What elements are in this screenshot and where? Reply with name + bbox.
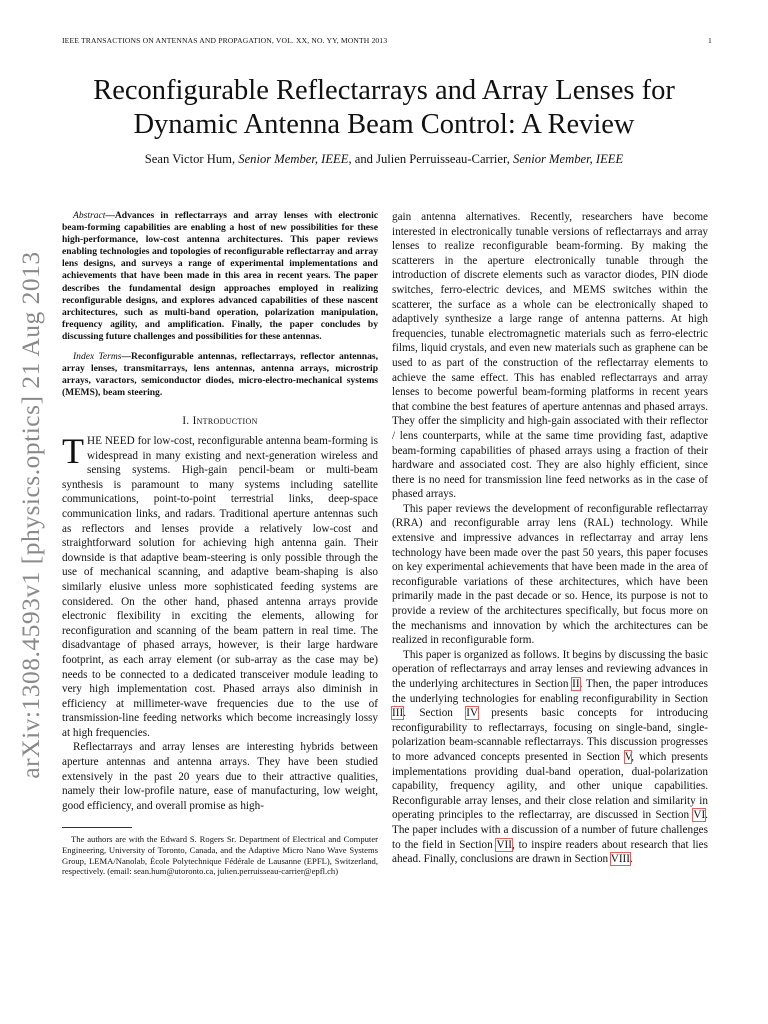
p4-text-5: , which presents implementations providing dual-band operation, dual-polarization capability, frequency agility, and other unique capabilities. Reconfigurable array lenses, and their close relation and similarity in operating principles to the reflectarray, are discussed in Section [392,750,708,822]
author-line [40,152,728,167]
section-link-viii[interactable]: VIII [610,853,630,866]
arxiv-watermark [11,250,51,780]
intro-paragraph-1 [62,431,378,740]
author-2-role: Senior Member, IEEE [513,152,624,166]
lead-words: HE NEED [87,435,135,447]
index-terms-text: —Reconfigurable antennas, reflectarrays, reflector antennas, array lenses, transmitarrays, lens antennas, antenna arrays, microstrip arrays, varactors, semiconductor diodes, micro-electro-mechanical systems (MEMS), beam steering. [62,351,378,399]
abstract [62,210,378,343]
section-numeral: I. [182,415,190,428]
author-2: , and Julien Perruisseau-Carrier, [348,152,510,166]
p4-text-3: . Section [403,707,467,720]
running-header [62,36,712,45]
section-link-vii[interactable]: VII [496,838,512,851]
left-column [62,210,378,877]
section-link-ii[interactable]: II [572,678,580,690]
p4-text-4: presents basic concepts for introducing reconfigurability to reflectarrays, focusing on single-band, single-polarization beam-scannable reflectarrays. This discussion progresses to more advanced concepts presented in Section [392,707,708,763]
abstract-label: Abstract [73,210,106,221]
intro-p1-text: for low-cost, reconfigurable antenna beam-forming is widespread in many existing and next-generation wireless and sensing systems. High-gain pencil-beam or multi-beam synthesis is paramount to many systems including satellite communications, point-to-point terrestrial links, deep-space communication links, and radars. Traditional aperture antennas such as reflectors and lenses provide a relatively low-cost and straightforward solution for achieving high antenna gain. Their downside is that adaptive beam-steering is only possible through the use of mechanical scanning, and adaptive beam-shaping is also similarly elusive unless more sophisticated feeding systems are considered. On the other hand, phased antenna arrays provide electronic flexibility in exciting the elements, allowing for reconfiguration and scanning of the beam pattern in real time. The disadvantage of phased arrays, however, is their large hardware footprint, as each array element (or sub-array as the case may be) needs to be connected to a dedicated transceiver module leading to very high implementation cost. Phased arrays also diminish in efficiency at millimeter-wave frequencies due to the use of transmission-line feeding networks which become increasingly lossy at high frequencies. [62,435,378,739]
page-number: 1 [708,36,712,45]
paper-title [40,74,728,142]
intro-paragraph-2: Reflectarrays and array lenses are interesting hybrids between aperture antennas and antenna arrays. They have been studied extensively in the past 20 years due to their attractive qualities, namely their low-profile nature, ease of manufacturing, low weight, good efficiency, and overall promise as high- [62,741,378,812]
footnote: The authors are with the Edward S. Rogers Sr. Department of Electrical and Computer Engineering, University of Toronto, Canada, and the Adaptive Micro Nano Wave Systems Group, LEMA/Nanolab, École Polytechnique Fédérale de Lausanne (EPFL), Switzerland, respectively. (email: sean.hum@utoronto.ca, julien.perruisseau-carrier@epfl.ch) [62,834,378,877]
right-column [392,210,708,867]
intro-paragraph-3: This paper reviews the development of reconfigurable reflectarray (RRA) and reconfigurable array lens (RAL) technology. While extensive and impressive advances in reflectarray and array lens technology have been made over the past 50 years, this paper focuses on key experimental achievements that have been made in the area of reconfigurable variations of these architectures, which have been primarily made in the past decade or so. Hence, its purpose is not to provide a review of the architectures specifically, but focus more on the mechanisms and innovation by which the architectures can be realized in reconfigurable form. [392,502,708,647]
footnote-rule [62,827,132,828]
section-link-v[interactable]: V [624,750,632,763]
journal-name: IEEE TRANSACTIONS ON ANTENNAS AND PROPAGATION, VOL. XX, NO. YY, MONTH 2013 [62,36,388,45]
section-link-vi[interactable]: VI [693,809,706,822]
section-link-iii[interactable]: III [392,707,404,720]
author-1-role: Senior Member, IEEE [238,152,349,166]
intro-paragraph-2-continued: gain antenna alternatives. Recently, researchers have become interested in electronically tunable versions of reflectarrays and array lenses to realize reconfigurable beam-forming. By making the scatterers in the aperture electronically tunable through the introduction of discrete elements such as varactor diodes, PIN diode switches, ferro-electric devices, and MEMS switches within the scatterer, the surface as a whole can be electronically shaped to adaptively synthesize a large range of antenna patterns. At high frequencies, tunable electromagnetic materials such as ferro-electric films, liquid crystals, and even new materials such as graphene can be used to as part of the construction of the reflectarray elements to achieve the same effect. This has enabled reflectarrays and array lenses to become powerful beam-forming platforms in recent years that combine the best features of aperture antennas and phased arrays. They offer the simplicity and high-gain associated with their reflector / lens counterparts, while at the same time providing fast, adaptive beam-forming capabilities of phased arrays using a fraction of their hardware and associated cost. They are also highly efficient, since there is no need for transmission line feed networks as in the case of phased arrays. [392,211,708,501]
p4-text-1: This paper is organized as follows. It begins by discussing the basic operation of reflectarrays and array lenses and reviewing advances in the underlying architectures in Section [392,648,708,690]
p4-text-2: . Then, the paper introduces the underlying technologies for enabling reconfigurability in Section [392,678,708,705]
p4-text-7: , to inspire readers about research that lies ahead. Finally, conclusions are drawn in Section [392,838,708,866]
title-line-2: Dynamic Antenna Beam Control: A Review [133,109,635,140]
arxiv-id: arXiv:1308.4593v1 [physics.optics] 21 Aug 2013 [16,251,45,779]
author-1: Sean Victor Hum, [144,152,236,166]
intro-paragraph-4 [392,648,708,867]
index-terms [62,351,378,399]
p4-text-8: . [630,853,633,866]
p4-text-6: . The paper includes with a discussion of a number of future challenges to the field in Section [392,809,708,851]
section-heading-introduction [62,414,378,429]
drop-cap: T [62,431,84,471]
section-link-iv[interactable]: IV [466,707,478,720]
index-terms-label: Index Terms [73,351,122,363]
abstract-text: —Advances in reflectarrays and array lenses with electronic beam-forming capabilities are enabling a host of new possibilities for these high-performance, low-cost antenna architectures. This paper reviews enabling technologies and topologies of reconfigurable reflectarray and array lens designs, and surveys a range of experimental implementations and achievements that have been made in this area in recent years. The paper describes the fundamental design approaches employed in realizing reconfigurable designs, and explores advanced capabilities of these nascent architectures, such as multi-band operation, polarization manipulation, frequency agility, and amplification. Finally, the paper concludes by discussing future challenges and possibilities for these antennas. [62,210,378,342]
title-line-1: Reconfigurable Reflectarrays and Array Lenses for [93,75,675,106]
section-title: Introduction [192,415,258,428]
